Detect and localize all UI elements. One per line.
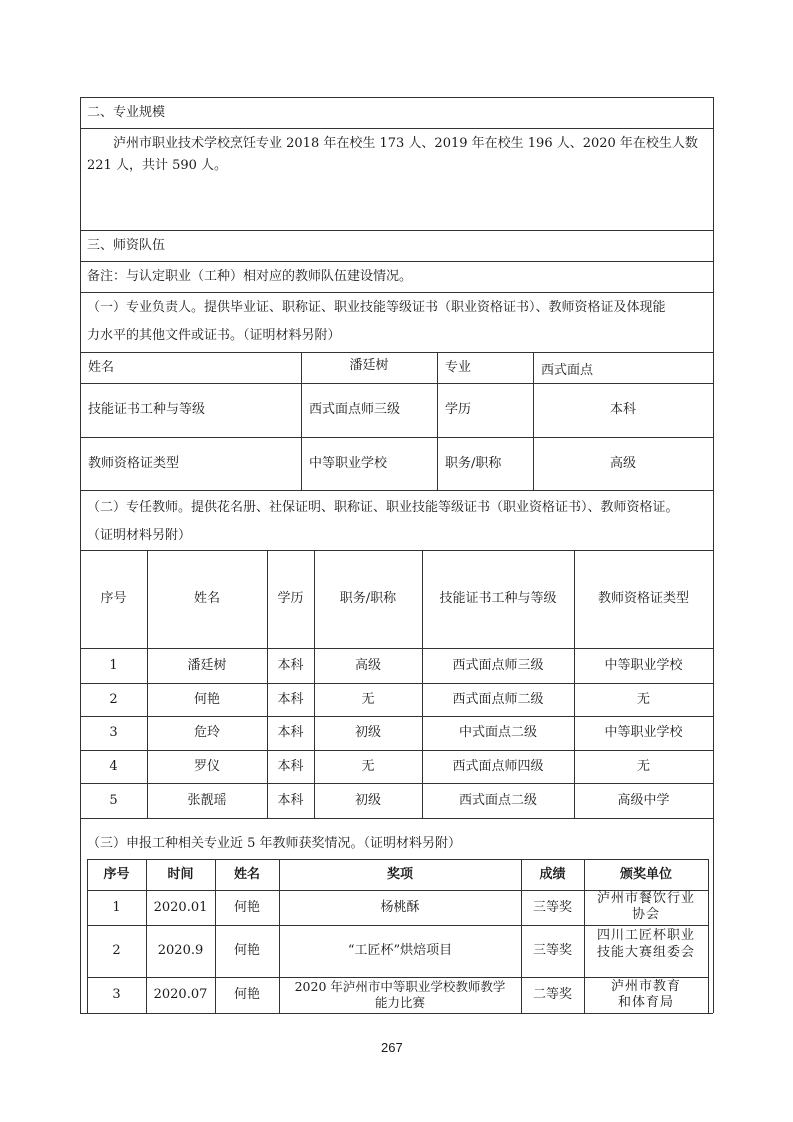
award-cell-name: 何艳: [233, 943, 260, 958]
table-cell: 中等职业学校: [604, 657, 683, 673]
table-cell: 3: [109, 725, 118, 740]
award-cell-award: “工匠杯”烘焙项目: [347, 943, 453, 958]
issuer-line: 泸州市教育: [610, 979, 681, 994]
table-cell: 本科: [277, 691, 304, 707]
award-cell-date: 2020.9: [157, 943, 204, 958]
note-text: 备注：与认定职业（工种）相对应的教师队伍建设情况。: [87, 269, 413, 284]
leader-value-education: 本科: [609, 402, 636, 417]
award-cell-issuer: [584, 979, 708, 1011]
teacher-header-name: 姓名: [193, 591, 220, 606]
leader-value-title: 高级: [609, 455, 636, 471]
leader-value-major: 西式面点: [541, 362, 594, 378]
issuer-line: 技能大赛组委会: [596, 945, 695, 960]
table-cell: 4: [109, 758, 118, 774]
table-cell: 无: [361, 691, 375, 707]
row-divider: [80, 818, 713, 819]
table-cell: 中式面点二级: [458, 725, 537, 740]
part2-desc-line2: （证明材料另附）: [87, 528, 192, 543]
award-cell-date: 2020.07: [153, 987, 208, 1002]
table-cell: 西式面点师三级: [452, 657, 544, 673]
award-header-result: 成绩: [539, 866, 566, 882]
table-cell: 1: [109, 657, 118, 673]
table-cell: 潘廷树: [187, 657, 227, 673]
leader-label-cert-type: 教师资格证类型: [88, 455, 180, 471]
part1-desc-line1: （一）专业负责人。提供毕业证、职称证、职业技能等级证书（职业资格证书）、教师资格证及体现能: [87, 300, 666, 315]
scale-content-line1: 泸州市职业技术学校烹饪专业 2018 年在校生 173 人、2019 年在校生 196 人、2020 年在校生人数: [113, 136, 698, 151]
leader-value-name: 潘廷树: [349, 357, 389, 373]
award-header-issuer: 颁奖单位: [619, 866, 672, 882]
page-number: 267: [381, 1040, 403, 1055]
table-cell: 中等职业学校: [604, 725, 683, 740]
table-cell: 西式面点师四级: [452, 758, 544, 774]
leader-label-major: 专业: [445, 359, 472, 375]
table-cell: 无: [636, 691, 650, 707]
teacher-header-cert-type: 教师资格证类型: [597, 591, 689, 606]
award-cell-no: 1: [112, 899, 121, 915]
issuer-line: 四川工匠杯职业: [596, 928, 695, 943]
award-cell-award: 杨桃酥: [380, 899, 420, 915]
table-cell: 危玲: [193, 725, 220, 740]
award-line: 能力比赛: [374, 995, 425, 1010]
award-cell-result: 三等奖: [532, 899, 572, 915]
issuer-line: 协会: [631, 907, 660, 922]
table-cell: 西式面点师二级: [452, 691, 544, 707]
award-cell-result: 二等奖: [532, 987, 572, 1002]
table-cell: 高级: [354, 657, 381, 673]
table-cell: 2: [109, 691, 118, 707]
leader-value-cert-type: 中等职业学校: [309, 455, 388, 471]
issuer-line: 泸州市餐饮行业: [596, 891, 695, 906]
section-title-teachers: 三、师资队伍: [87, 238, 166, 253]
award-cell-no: 2: [112, 943, 121, 958]
part2-desc-line1: （二）专任教师。提供花名册、社保证明、职称证、职业技能等级证书（职业资格证书）、教师资格证。: [87, 500, 679, 515]
table-cell: 本科: [277, 758, 304, 774]
leader-value-skill: 西式面点师三级: [309, 402, 401, 417]
teacher-header-education: 学历: [277, 591, 304, 606]
table-cell: 本科: [277, 792, 304, 808]
table-cell: 5: [109, 792, 118, 808]
section-title-scale: 二、专业规模: [87, 105, 166, 120]
table-cell: 本科: [277, 725, 304, 740]
table-cell: 张靓瑶: [187, 792, 227, 808]
award-cell-award: [279, 979, 521, 1011]
table-cell: 无: [361, 758, 375, 774]
award-header-name: 姓名: [233, 866, 260, 882]
award-cell-name: 何艳: [233, 899, 260, 915]
table-cell: 何艳: [193, 691, 220, 707]
award-line: 2020 年泸州市中等职业学校教师教学: [294, 979, 506, 994]
teacher-header-skill: 技能证书工种与等级: [439, 591, 557, 606]
table-cell: 高级中学: [617, 792, 670, 808]
table-cell: 无: [636, 758, 650, 774]
award-cell-result: 三等奖: [532, 943, 572, 958]
row-divider: [80, 261, 713, 262]
award-cell-issuer: [584, 927, 708, 961]
award-header-date: 时间: [167, 866, 194, 882]
table-cell: 罗仪: [193, 758, 220, 774]
issuer-line: 和体育局: [617, 995, 674, 1010]
table-border-right: [713, 97, 714, 1013]
table-cell: 初级: [354, 725, 381, 740]
award-header-no: 序号: [103, 866, 130, 882]
part3-title: （三）申报工种相关专业近 5 年教师获奖情况。（证明材料另附）: [87, 836, 462, 851]
row-divider: [80, 292, 713, 293]
part1-desc-line2: 力水平的其他文件或证书。（证明材料另附）: [87, 328, 341, 343]
row-divider: [80, 490, 713, 491]
award-cell-date: 2020.01: [153, 899, 208, 915]
award-header-award: 奖项: [386, 866, 413, 882]
leader-label-name: 姓名: [88, 359, 115, 375]
award-cell-name: 何艳: [233, 987, 260, 1002]
row-divider: [80, 230, 713, 231]
table-border-top: [80, 97, 713, 98]
teacher-header-no: 序号: [100, 591, 127, 606]
row-divider: [80, 128, 713, 129]
leader-label-skill: 技能证书工种与等级: [88, 402, 206, 417]
table-cell: 西式面点二级: [458, 792, 537, 808]
table-cell: 初级: [354, 792, 381, 808]
award-table-right: [708, 859, 709, 1013]
page-table-bottom: [80, 1013, 713, 1014]
teacher-header-title: 职务/职称: [339, 591, 397, 606]
award-cell-no: 3: [112, 987, 121, 1002]
leader-label-title: 职务/职称: [445, 455, 502, 471]
table-cell: 本科: [277, 657, 304, 673]
scale-content-line2: 221 人，共计 590 人。: [87, 158, 228, 173]
leader-label-education: 学历: [445, 402, 472, 417]
award-cell-issuer: [584, 891, 708, 923]
